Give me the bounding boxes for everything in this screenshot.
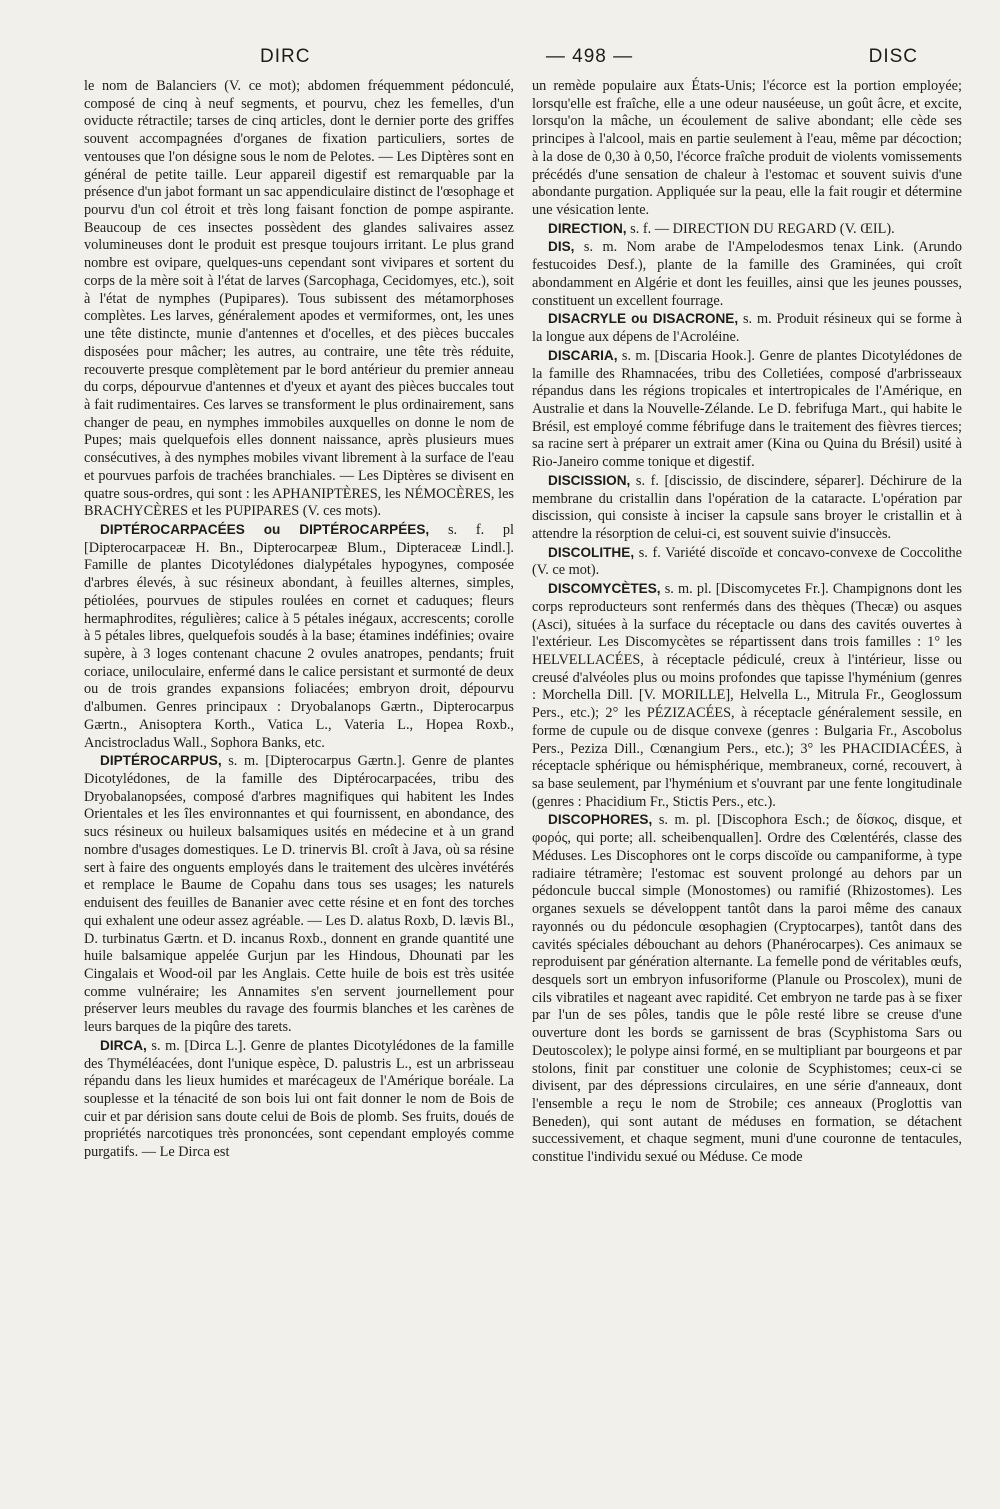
- entry-dirca: DIRCA, s. m. [Dirca L.]. Genre de plantes Dicotylédones de la famille des Thyméléacées, dont l'unique espèce, D. palustris L., est un arbrisseau répandu dans les lieux humides et marécageux de l'Amérique boréale. La souplesse et la ténacité de son bois lui ont fait donner le nom de Bois de cuir et par dérision sans doute celui de Bois de plomb. Ses fruits, doués de propriétés narcotiques très prononcées, sont cependant employés comme purgatifs. — Le Dirca est: [84, 1037, 515, 1161]
- header-left-guideword: DIRC: [260, 46, 311, 67]
- entry-continuation: un remède populaire aux États-Unis; l'écorce est la portion employée; lorsqu'elle est fraîche, elle a une odeur nauséeuse, un goût âcre, et excite, lorsqu'on la mâche, un écoulement de salive abondant; elle cède ses principes à l'alcool, mais en partie seulement à l'eau, même par décoction; à la dose de 0,30 à 0,50, l'écorce fraîche produit de violents vomissements précédés d'une sensation de chaleur à l'estomac et souvent suivis d'une abondante purgation. Appliquée sur la peau, elle la fait rougir et détermine une vésication lente.: [532, 78, 962, 219]
- headword: DIPTÉROCARPACÉES ou DIPTÉROCARPÉES,: [100, 521, 430, 537]
- entry-disacryle: DISACRYLE ou DISACRONE, s. m. Produit résineux qui se forme à la longue aux dépens de l'Acroléine.: [532, 311, 962, 346]
- headword: DIS,: [548, 239, 575, 255]
- entry-dipterocarpus: DIPTÉROCARPUS, s. m. [Dipterocarpus Gærtn.]. Genre de plantes Dicotylédones, de la famille des Diptérocarpacées, tribu des Dryobalanopsées, composé d'arbres magnifiques qui habitent les Indes Orientales et les îles environnantes et qui fournissent, en abondance, des sucs résineux ou huileux balsamiques usités en médecine et à un grand nombre d'usages domestiques. Le D. trinervis Bl. croît à Java, où sa résine sert à faire des onguents employés dans le traitement des ulcères invétérés et remplace le Baume de Copahu dans tous ses usages; les naturels enduisent des feuilles de Bananier avec cette résine et en font des torches qui exhalent une odeur assez agréable. — Les D. alatus Roxb, D. lævis Bl., D. turbinatus Gærtn. et D. incanus Roxb., donnent en grande quantité une huile balsamique appelée Gurjun par les Hindous, Dhounati par les Cingalais et Wood-oil par les Anglais. Cette huile de bois est très usitée comme vulnéraire; les Annamites s'en servent journellement pour préserver leurs meubles du ravage des fourmis blanches et les carènes de leurs barques de la piqûre des tarets.: [84, 753, 514, 1036]
- entry-discaria: DISCARIA, s. m. [Discaria Hook.]. Genre de plantes Dicotylédones de la famille des Rhamnacées, tribu des Colletiées, composé d'arbrisseaux répandus dans les régions tropicales et intertropicales de l'Amérique, en Australie et dans la Nouvelle-Zélande. Le D. febrifuga Mart., qui habite le Brésil, est employé comme fébrifuge dans le traitement des fièvres tierces; sa racine sert à préparer un extrait amer (Kina ou Quina du Brésil) usité à Rio-Janeiro comme tonique et digestif.: [532, 347, 962, 471]
- text-columns: [84, 78, 962, 1167]
- headword: DIRECTION,: [548, 220, 627, 236]
- headword: DIPTÉROCARPUS,: [100, 753, 222, 769]
- header-right-guideword: DISC: [868, 46, 918, 67]
- running-head: [84, 46, 962, 68]
- headword: DISCOMYCÈTES,: [548, 581, 661, 597]
- headword: DISCOLITHE,: [548, 544, 635, 560]
- headword: DISACRYLE ou DISACRONE,: [548, 311, 739, 327]
- entry-discission: DISCISSION, s. f. [discissio, de discindere, séparer]. Déchirure de la membrane du cristallin dans l'opération de la cataracte. L'opération par discission, qui consiste à inciser la capsule sans broyer le cristallin et à attendre la résorption de celui-ci, est souvent suivie d'insuccès.: [532, 472, 962, 542]
- headword: DIRCA,: [100, 1037, 147, 1053]
- entry-discolithe: DISCOLITHE, s. f. Variété discoïde et concavo-convexe de Coccolithe (V. ce mot).: [532, 544, 962, 579]
- headword: DISCISSION,: [548, 472, 631, 488]
- right-column: [532, 78, 962, 1167]
- headword: DISCOPHORES,: [548, 812, 653, 828]
- left-column: [84, 78, 514, 1167]
- entry-direction: DIRECTION, s. f. — DIRECTION DU REGARD (V. ŒIL).: [548, 220, 895, 237]
- page-number: — 498 —: [545, 46, 634, 67]
- entry-continuation: le nom de Balanciers (V. ce mot); abdomen fréquemment pédonculé, composé de cinq à neuf segments, et pourvu, chez les femelles, d'un oviducte rétractile; tarses de cinq articles, dont le dernier porte des griffes souvent accompagnées d'organes de fixation particuliers, sortes de ventouses que l'on désigne sous le nom de Pelotes. — Les Diptères sont en général de petite taille. Leur appareil digestif est remarquable par la présence d'un jabot formant un sac appendiculaire distinct de l'œsophage et pourvu d'un col étroit et très long faisant fonction de pompe aspirante. Beaucoup de ces insectes possèdent des glandes salivaires assez volumineuses dont le produit est presque toujours irritant. Le plus grand nombre est ovipare, quelques-uns cependant sont vivipares et sortent du corps de la mère soit à l'état de larves (Sarcophaga, Cecidomyes, etc.), soit à l'état de nymphes (Pupipares). Tous subissent des métamorphoses complètes. Les larves, généralement apodes et vermiformes, ont, les unes une tête distincte, munie d'antennes et d'ocelles, et des pièces buccales disposées pour mâcher; les autres, au contraire, une tête très réduite, recouverte presque complètement par le bord antérieur du premier anneau du corps, dépourvue d'antennes et d'yeux et ayant des pièces buccales tout à fait rudimentaires. Ces larves se transforment le plus ordinairement, sans changer de peau, en nymphes immobiles auxquelles on donne le nom de Pupes; mais quelquefois elles donnent naissance, après plusieurs mues consécutives, à des nymphes mobiles vivant librement à la surface de l'eau et pourvues parfois de trachées branchiales. — Les Diptères se divisent en quatre sous-ordres, qui sont : les APHANIPTÈRES, les NÉMOCÈRES, les BRACHYCÈRES et les PUPIPARES (V. ces mots).: [84, 78, 514, 520]
- entry-discophores: DISCOPHORES, s. m. pl. [Discophora Esch.; de δίσκος, disque, et φορός, qui porte; all. scheibenquallen]. Ordre des Cœlentérés, classe des Méduses. Les Discophores ont le corps discoïde ou campaniforme, à type radiaire tétramère; l'estomac est souvent prolongé au dehors par un pédoncule buccal simple (Monostomes) ou ramifié (Rhizostomes). Les organes sexuels se développent tantôt dans la paroi même des canaux rayonnés ou du pédoncule œsophagien (Cryptocarpes), tantôt dans des cavités spéciales débouchant au dehors (Phanérocarpes). Ces animaux se reproduisent par génération alternante. La femelle pond de véritables œufs, desquels sort un embryon infusoriforme (Planule ou Proscolex), muni de cils vibratiles et nageant avec rapidité. Cet embryon ne tarde pas à se fixer par l'un de ses pôles, tandis que le pôle resté libre se creuse d'une ouverture dont les bords se garnissent de bras (Scyphistoma Sars ou Deutoscolex); le polype ainsi formé, en se multipliant par bourgeons et par stolons, finit par constituer une colonie de Scyphistomes; ceux-ci se divisent, par des dépressions circulaires, en une série d'anneaux, dont l'ensemble a reçu le nom de Strobile; ces anneaux (Proglottis van Beneden), qui sont autant de méduses en formation, se détachent successivement, et chaque segment, muni d'une couronne de tentacules, constitue l'individu sexué ou Méduse. Ce mode: [532, 812, 963, 1166]
- entry-discomycetes: DISCOMYCÈTES, s. m. pl. [Discomycetes Fr.]. Champignons dont les corps reproducteurs sont renfermés dans des thèques (Thecæ) ou asques (Asci), situées à la surface du réceptacle ou dans des cavités ouvertes à l'extérieur. Les Discomycètes se répartissent dans trois familles : 1° les HELVELLACÉES, à réceptacle pédiculé, creux à l'intérieur, lisse ou creusé d'alvéoles plus ou moins profondes que tapisse l'hyménium (genres : Morchella Dill. [V. MORILLE], Helvella L., Mitrula Fr., Geoglossum Pers., etc.); 2° les PÉZIZACÉES, à réceptacle généralement sessile, en forme de cupule ou de disque convexe (genres : Bulgaria Fr., Ascobolus Pers., Peziza Dill., Cœnangium Pers., etc.); 3° les PHACIDIACÉES, à réceptacle sphérique ou hémisphérique, membraneux, corné, recouvert, à sa base seulement, par l'hyménium et s'ouvrant par une fente longitudinale (genres : Phacidium Fr., Stictis Pers., etc.).: [532, 581, 962, 810]
- entry-dipterocarpacees: DIPTÉROCARPACÉES ou DIPTÉROCARPÉES, s. f. pl [Dipterocarpaceæ H. Bn., Dipterocarpeæ Blum., Dipteraceæ Lindl.]. Famille de plantes Dicotylédones dialypétales hypogynes, composée d'arbres élevés, à suc résineux abondant, à feuilles alternes, simples, pétiolées, pourvues de stipules roulées en cornet et caduques; fleurs hermaphrodites, régulières; calice à 5 pétales inégaux, accrescents; corolle à 5 pétales libres, quelquefois soudés à la base; étamines indéfinies; ovaire supère, à 3 loges contenant chacune 2 ovules anatropes, pendants; fruit coriace, uniloculaire, enfermé dans le calice persistant et surmonté de deux ou de trois grandes expansions foliacées; embryon droit, dépourvu d'albumen. Genres principaux : Dryobalanops Gærtn., Dipterocarpus Gærtn., Anisoptera Korth., Vatica L., Vateria L., Hopea Roxb., Ancistrocladus Wall., Sophora Banks, etc.: [84, 521, 515, 751]
- headword: DISCARIA,: [548, 347, 618, 363]
- entry-dis: DIS, s. m. Nom arabe de l'Ampelodesmos tenax Link. (Arundo festucoides Desf.), plante de la famille des Graminées, qui croît abondamment en Algérie et dont les feuilles, ainsi que les jeunes pousses, constituent un excellent fourrage.: [532, 239, 962, 309]
